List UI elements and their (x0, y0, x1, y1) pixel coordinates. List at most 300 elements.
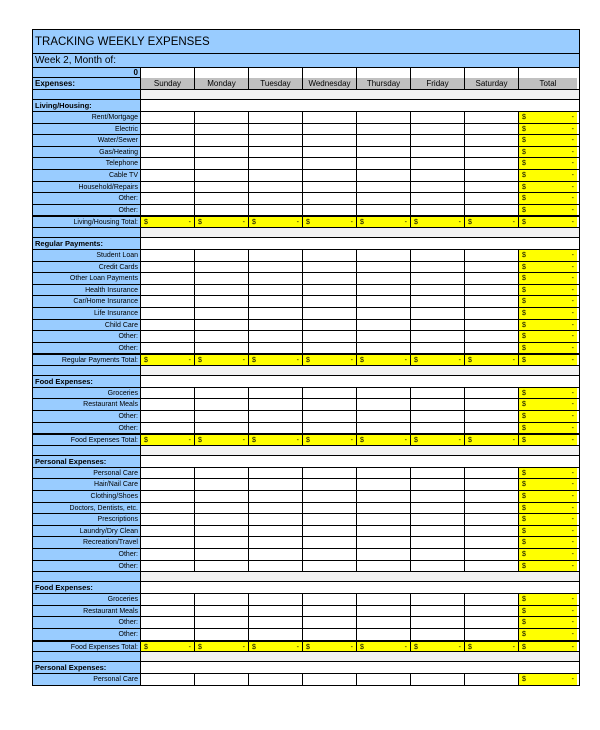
day-input-cell[interactable] (303, 514, 357, 525)
total-cell[interactable] (249, 435, 303, 445)
day-input-cell[interactable] (249, 503, 303, 514)
day-input-cell[interactable] (411, 617, 465, 628)
day-input-cell[interactable] (411, 308, 465, 319)
total-cell[interactable] (357, 642, 411, 652)
day-input-cell[interactable] (141, 170, 195, 181)
row-total-cell[interactable] (519, 468, 577, 479)
row-total-cell[interactable] (519, 537, 577, 548)
row-total-cell[interactable] (519, 617, 577, 628)
day-input-cell[interactable] (357, 526, 411, 537)
day-input-cell[interactable] (357, 537, 411, 548)
day-input-cell[interactable] (195, 606, 249, 617)
total-cell[interactable] (357, 217, 411, 227)
day-input-cell[interactable] (411, 629, 465, 640)
day-input-cell[interactable] (249, 479, 303, 490)
total-cell[interactable] (141, 217, 195, 227)
row-total-cell[interactable] (519, 423, 577, 434)
day-input-cell[interactable] (141, 629, 195, 640)
row-total-cell[interactable] (519, 674, 577, 685)
day-input-cell[interactable] (141, 296, 195, 307)
day-input-cell[interactable] (465, 514, 519, 525)
day-input-cell[interactable] (357, 147, 411, 158)
day-input-cell[interactable] (303, 158, 357, 169)
day-input-cell[interactable] (195, 308, 249, 319)
day-input-cell[interactable] (141, 273, 195, 284)
total-cell[interactable] (141, 435, 195, 445)
day-input-cell[interactable] (465, 205, 519, 216)
day-input-cell[interactable] (141, 320, 195, 331)
day-input-cell[interactable] (249, 388, 303, 399)
total-cell[interactable] (249, 355, 303, 365)
day-input-cell[interactable] (195, 170, 249, 181)
day-input-cell[interactable] (141, 411, 195, 422)
day-input-cell[interactable] (411, 399, 465, 410)
day-input-cell[interactable] (303, 320, 357, 331)
day-input-cell[interactable] (465, 399, 519, 410)
day-input-cell[interactable] (303, 193, 357, 204)
day-input-cell[interactable] (411, 296, 465, 307)
row-total-cell[interactable] (519, 124, 577, 135)
day-input-cell[interactable] (195, 594, 249, 605)
total-cell[interactable] (465, 435, 519, 445)
day-input-cell[interactable] (465, 182, 519, 193)
day-input-cell[interactable] (357, 617, 411, 628)
day-input-cell[interactable] (303, 491, 357, 502)
day-input-cell[interactable] (303, 147, 357, 158)
day-input-cell[interactable] (249, 135, 303, 146)
row-total-cell[interactable] (519, 491, 577, 502)
day-input-cell[interactable] (303, 273, 357, 284)
row-total-cell[interactable] (519, 182, 577, 193)
total-cell[interactable] (357, 435, 411, 445)
day-input-cell[interactable] (303, 124, 357, 135)
day-input-cell[interactable] (357, 308, 411, 319)
day-input-cell[interactable] (465, 526, 519, 537)
day-input-cell[interactable] (195, 674, 249, 685)
day-input-cell[interactable] (303, 617, 357, 628)
total-cell[interactable] (519, 217, 577, 227)
total-cell[interactable] (249, 217, 303, 227)
day-input-cell[interactable] (141, 285, 195, 296)
day-input-cell[interactable] (357, 399, 411, 410)
row-total-cell[interactable] (519, 205, 577, 216)
total-cell[interactable] (303, 355, 357, 365)
day-input-cell[interactable] (303, 594, 357, 605)
row-total-cell[interactable] (519, 514, 577, 525)
day-input-cell[interactable] (357, 250, 411, 261)
row-total-cell[interactable] (519, 262, 577, 273)
row-total-cell[interactable] (519, 343, 577, 354)
day-input-cell[interactable] (141, 250, 195, 261)
day-input-cell[interactable] (141, 549, 195, 560)
row-total-cell[interactable] (519, 296, 577, 307)
total-cell[interactable] (465, 355, 519, 365)
day-input-cell[interactable] (357, 411, 411, 422)
day-input-cell[interactable] (465, 617, 519, 628)
day-input-cell[interactable] (195, 388, 249, 399)
day-input-cell[interactable] (465, 331, 519, 342)
row-total-cell[interactable] (519, 526, 577, 537)
day-input-cell[interactable] (249, 617, 303, 628)
total-cell[interactable] (195, 435, 249, 445)
row-total-cell[interactable] (519, 399, 577, 410)
day-input-cell[interactable] (303, 112, 357, 123)
day-input-cell[interactable] (357, 388, 411, 399)
day-input-cell[interactable] (141, 594, 195, 605)
day-input-cell[interactable] (195, 320, 249, 331)
day-input-cell[interactable] (141, 617, 195, 628)
row-total-cell[interactable] (519, 320, 577, 331)
day-input-cell[interactable] (411, 285, 465, 296)
total-cell[interactable] (411, 642, 465, 652)
day-input-cell[interactable] (141, 147, 195, 158)
day-input-cell[interactable] (465, 549, 519, 560)
day-input-cell[interactable] (465, 491, 519, 502)
total-cell[interactable] (303, 435, 357, 445)
day-input-cell[interactable] (303, 331, 357, 342)
day-input-cell[interactable] (195, 250, 249, 261)
day-input-cell[interactable] (249, 331, 303, 342)
day-input-cell[interactable] (249, 514, 303, 525)
day-input-cell[interactable] (411, 479, 465, 490)
day-input-cell[interactable] (195, 514, 249, 525)
day-input-cell[interactable] (249, 468, 303, 479)
day-input-cell[interactable] (357, 503, 411, 514)
day-input-cell[interactable] (195, 135, 249, 146)
day-input-cell[interactable] (357, 479, 411, 490)
day-input-cell[interactable] (303, 135, 357, 146)
day-input-cell[interactable] (465, 285, 519, 296)
day-input-cell[interactable] (195, 285, 249, 296)
total-cell[interactable] (519, 435, 577, 445)
day-input-cell[interactable] (465, 250, 519, 261)
day-input-cell[interactable] (195, 147, 249, 158)
day-input-cell[interactable] (411, 273, 465, 284)
day-input-cell[interactable] (411, 320, 465, 331)
day-input-cell[interactable] (141, 308, 195, 319)
day-input-cell[interactable] (249, 170, 303, 181)
day-input-cell[interactable] (465, 308, 519, 319)
day-input-cell[interactable] (141, 674, 195, 685)
day-input-cell[interactable] (303, 606, 357, 617)
day-input-cell[interactable] (357, 205, 411, 216)
day-input-cell[interactable] (465, 468, 519, 479)
day-input-cell[interactable] (249, 411, 303, 422)
day-input-cell[interactable] (195, 296, 249, 307)
day-input-cell[interactable] (357, 135, 411, 146)
day-input-cell[interactable] (141, 124, 195, 135)
day-input-cell[interactable] (141, 561, 195, 572)
day-input-cell[interactable] (141, 205, 195, 216)
day-input-cell[interactable] (357, 468, 411, 479)
day-input-cell[interactable] (195, 343, 249, 354)
day-input-cell[interactable] (195, 205, 249, 216)
day-input-cell[interactable] (141, 479, 195, 490)
day-input-cell[interactable] (357, 549, 411, 560)
row-total-cell[interactable] (519, 250, 577, 261)
day-input-cell[interactable] (141, 537, 195, 548)
day-input-cell[interactable] (141, 343, 195, 354)
row-total-cell[interactable] (519, 479, 577, 490)
day-input-cell[interactable] (411, 549, 465, 560)
total-cell[interactable] (519, 355, 577, 365)
day-input-cell[interactable] (357, 296, 411, 307)
day-input-cell[interactable] (249, 296, 303, 307)
day-input-cell[interactable] (195, 158, 249, 169)
row-total-cell[interactable] (519, 388, 577, 399)
day-input-cell[interactable] (195, 399, 249, 410)
row-total-cell[interactable] (519, 170, 577, 181)
day-input-cell[interactable] (357, 124, 411, 135)
day-input-cell[interactable] (411, 343, 465, 354)
day-input-cell[interactable] (141, 112, 195, 123)
day-input-cell[interactable] (357, 320, 411, 331)
day-input-cell[interactable] (303, 262, 357, 273)
day-input-cell[interactable] (357, 606, 411, 617)
day-input-cell[interactable] (411, 606, 465, 617)
day-input-cell[interactable] (249, 561, 303, 572)
row-total-cell[interactable] (519, 549, 577, 560)
day-input-cell[interactable] (357, 193, 411, 204)
row-total-cell[interactable] (519, 135, 577, 146)
day-input-cell[interactable] (249, 537, 303, 548)
day-input-cell[interactable] (357, 594, 411, 605)
zero-value[interactable]: 0 (33, 68, 141, 78)
day-input-cell[interactable] (249, 308, 303, 319)
day-input-cell[interactable] (411, 503, 465, 514)
row-total-cell[interactable] (519, 331, 577, 342)
total-cell[interactable] (519, 642, 577, 652)
day-input-cell[interactable] (357, 273, 411, 284)
day-input-cell[interactable] (357, 182, 411, 193)
total-cell[interactable] (195, 355, 249, 365)
day-input-cell[interactable] (303, 537, 357, 548)
day-input-cell[interactable] (465, 320, 519, 331)
day-input-cell[interactable] (465, 423, 519, 434)
row-total-cell[interactable] (519, 561, 577, 572)
day-input-cell[interactable] (465, 594, 519, 605)
day-input-cell[interactable] (357, 491, 411, 502)
day-input-cell[interactable] (465, 343, 519, 354)
day-input-cell[interactable] (141, 388, 195, 399)
day-input-cell[interactable] (357, 514, 411, 525)
total-cell[interactable] (465, 217, 519, 227)
row-total-cell[interactable] (519, 193, 577, 204)
day-input-cell[interactable] (303, 411, 357, 422)
day-input-cell[interactable] (411, 491, 465, 502)
day-input-cell[interactable] (249, 399, 303, 410)
day-input-cell[interactable] (303, 170, 357, 181)
row-total-cell[interactable] (519, 158, 577, 169)
day-input-cell[interactable] (195, 629, 249, 640)
day-input-cell[interactable] (465, 273, 519, 284)
day-input-cell[interactable] (465, 606, 519, 617)
day-input-cell[interactable] (249, 423, 303, 434)
day-input-cell[interactable] (411, 674, 465, 685)
row-total-cell[interactable] (519, 308, 577, 319)
day-input-cell[interactable] (303, 468, 357, 479)
day-input-cell[interactable] (357, 423, 411, 434)
day-input-cell[interactable] (141, 606, 195, 617)
day-input-cell[interactable] (303, 285, 357, 296)
total-cell[interactable] (411, 217, 465, 227)
total-cell[interactable] (141, 355, 195, 365)
day-input-cell[interactable] (141, 491, 195, 502)
day-input-cell[interactable] (465, 262, 519, 273)
day-input-cell[interactable] (141, 158, 195, 169)
day-input-cell[interactable] (465, 537, 519, 548)
day-input-cell[interactable] (411, 205, 465, 216)
day-input-cell[interactable] (411, 537, 465, 548)
day-input-cell[interactable] (465, 629, 519, 640)
day-input-cell[interactable] (141, 182, 195, 193)
day-input-cell[interactable] (465, 503, 519, 514)
day-input-cell[interactable] (195, 411, 249, 422)
day-input-cell[interactable] (249, 193, 303, 204)
day-input-cell[interactable] (357, 285, 411, 296)
day-input-cell[interactable] (249, 491, 303, 502)
day-input-cell[interactable] (195, 193, 249, 204)
day-input-cell[interactable] (141, 135, 195, 146)
day-input-cell[interactable] (303, 549, 357, 560)
day-input-cell[interactable] (411, 250, 465, 261)
day-input-cell[interactable] (357, 674, 411, 685)
row-total-cell[interactable] (519, 411, 577, 422)
day-input-cell[interactable] (141, 193, 195, 204)
day-input-cell[interactable] (465, 135, 519, 146)
day-input-cell[interactable] (303, 526, 357, 537)
day-input-cell[interactable] (411, 514, 465, 525)
row-total-cell[interactable] (519, 273, 577, 284)
week-label[interactable]: Week 2, Month of: (33, 54, 579, 68)
day-input-cell[interactable] (465, 296, 519, 307)
day-input-cell[interactable] (249, 343, 303, 354)
day-input-cell[interactable] (141, 468, 195, 479)
day-input-cell[interactable] (141, 262, 195, 273)
day-input-cell[interactable] (357, 331, 411, 342)
day-input-cell[interactable] (195, 331, 249, 342)
day-input-cell[interactable] (303, 205, 357, 216)
row-total-cell[interactable] (519, 503, 577, 514)
day-input-cell[interactable] (249, 205, 303, 216)
day-input-cell[interactable] (357, 629, 411, 640)
day-input-cell[interactable] (249, 320, 303, 331)
day-input-cell[interactable] (411, 182, 465, 193)
day-input-cell[interactable] (249, 182, 303, 193)
row-total-cell[interactable] (519, 147, 577, 158)
day-input-cell[interactable] (411, 124, 465, 135)
day-input-cell[interactable] (465, 112, 519, 123)
day-input-cell[interactable] (195, 479, 249, 490)
day-input-cell[interactable] (195, 112, 249, 123)
day-input-cell[interactable] (249, 273, 303, 284)
day-input-cell[interactable] (249, 674, 303, 685)
row-total-cell[interactable] (519, 285, 577, 296)
day-input-cell[interactable] (195, 561, 249, 572)
day-input-cell[interactable] (195, 468, 249, 479)
total-cell[interactable] (465, 642, 519, 652)
day-input-cell[interactable] (411, 468, 465, 479)
day-input-cell[interactable] (411, 526, 465, 537)
day-input-cell[interactable] (141, 503, 195, 514)
day-input-cell[interactable] (465, 124, 519, 135)
total-cell[interactable] (195, 217, 249, 227)
day-input-cell[interactable] (411, 411, 465, 422)
day-input-cell[interactable] (465, 158, 519, 169)
total-cell[interactable] (195, 642, 249, 652)
day-input-cell[interactable] (249, 250, 303, 261)
day-input-cell[interactable] (357, 561, 411, 572)
day-input-cell[interactable] (465, 147, 519, 158)
day-input-cell[interactable] (249, 112, 303, 123)
total-cell[interactable] (303, 217, 357, 227)
total-cell[interactable] (249, 642, 303, 652)
day-input-cell[interactable] (303, 561, 357, 572)
day-input-cell[interactable] (195, 549, 249, 560)
day-input-cell[interactable] (303, 629, 357, 640)
day-input-cell[interactable] (357, 112, 411, 123)
day-input-cell[interactable] (303, 343, 357, 354)
day-input-cell[interactable] (141, 331, 195, 342)
day-input-cell[interactable] (141, 514, 195, 525)
day-input-cell[interactable] (357, 262, 411, 273)
day-input-cell[interactable] (195, 124, 249, 135)
day-input-cell[interactable] (141, 423, 195, 434)
day-input-cell[interactable] (141, 399, 195, 410)
total-cell[interactable] (357, 355, 411, 365)
day-input-cell[interactable] (303, 479, 357, 490)
day-input-cell[interactable] (411, 170, 465, 181)
total-cell[interactable] (411, 355, 465, 365)
day-input-cell[interactable] (141, 526, 195, 537)
day-input-cell[interactable] (195, 423, 249, 434)
day-input-cell[interactable] (249, 606, 303, 617)
total-cell[interactable] (141, 642, 195, 652)
day-input-cell[interactable] (357, 343, 411, 354)
day-input-cell[interactable] (411, 423, 465, 434)
day-input-cell[interactable] (249, 158, 303, 169)
row-total-cell[interactable] (519, 629, 577, 640)
day-input-cell[interactable] (411, 158, 465, 169)
day-input-cell[interactable] (357, 158, 411, 169)
day-input-cell[interactable] (411, 112, 465, 123)
day-input-cell[interactable] (249, 285, 303, 296)
day-input-cell[interactable] (357, 170, 411, 181)
day-input-cell[interactable] (303, 503, 357, 514)
day-input-cell[interactable] (303, 182, 357, 193)
day-input-cell[interactable] (411, 147, 465, 158)
day-input-cell[interactable] (249, 147, 303, 158)
day-input-cell[interactable] (411, 388, 465, 399)
day-input-cell[interactable] (249, 629, 303, 640)
day-input-cell[interactable] (411, 561, 465, 572)
day-input-cell[interactable] (465, 561, 519, 572)
day-input-cell[interactable] (303, 250, 357, 261)
day-input-cell[interactable] (465, 193, 519, 204)
day-input-cell[interactable] (249, 526, 303, 537)
day-input-cell[interactable] (303, 308, 357, 319)
day-input-cell[interactable] (195, 526, 249, 537)
day-input-cell[interactable] (411, 135, 465, 146)
day-input-cell[interactable] (465, 170, 519, 181)
row-total-cell[interactable] (519, 112, 577, 123)
day-input-cell[interactable] (465, 411, 519, 422)
row-total-cell[interactable] (519, 594, 577, 605)
day-input-cell[interactable] (303, 423, 357, 434)
day-input-cell[interactable] (249, 124, 303, 135)
day-input-cell[interactable] (411, 594, 465, 605)
day-input-cell[interactable] (411, 193, 465, 204)
